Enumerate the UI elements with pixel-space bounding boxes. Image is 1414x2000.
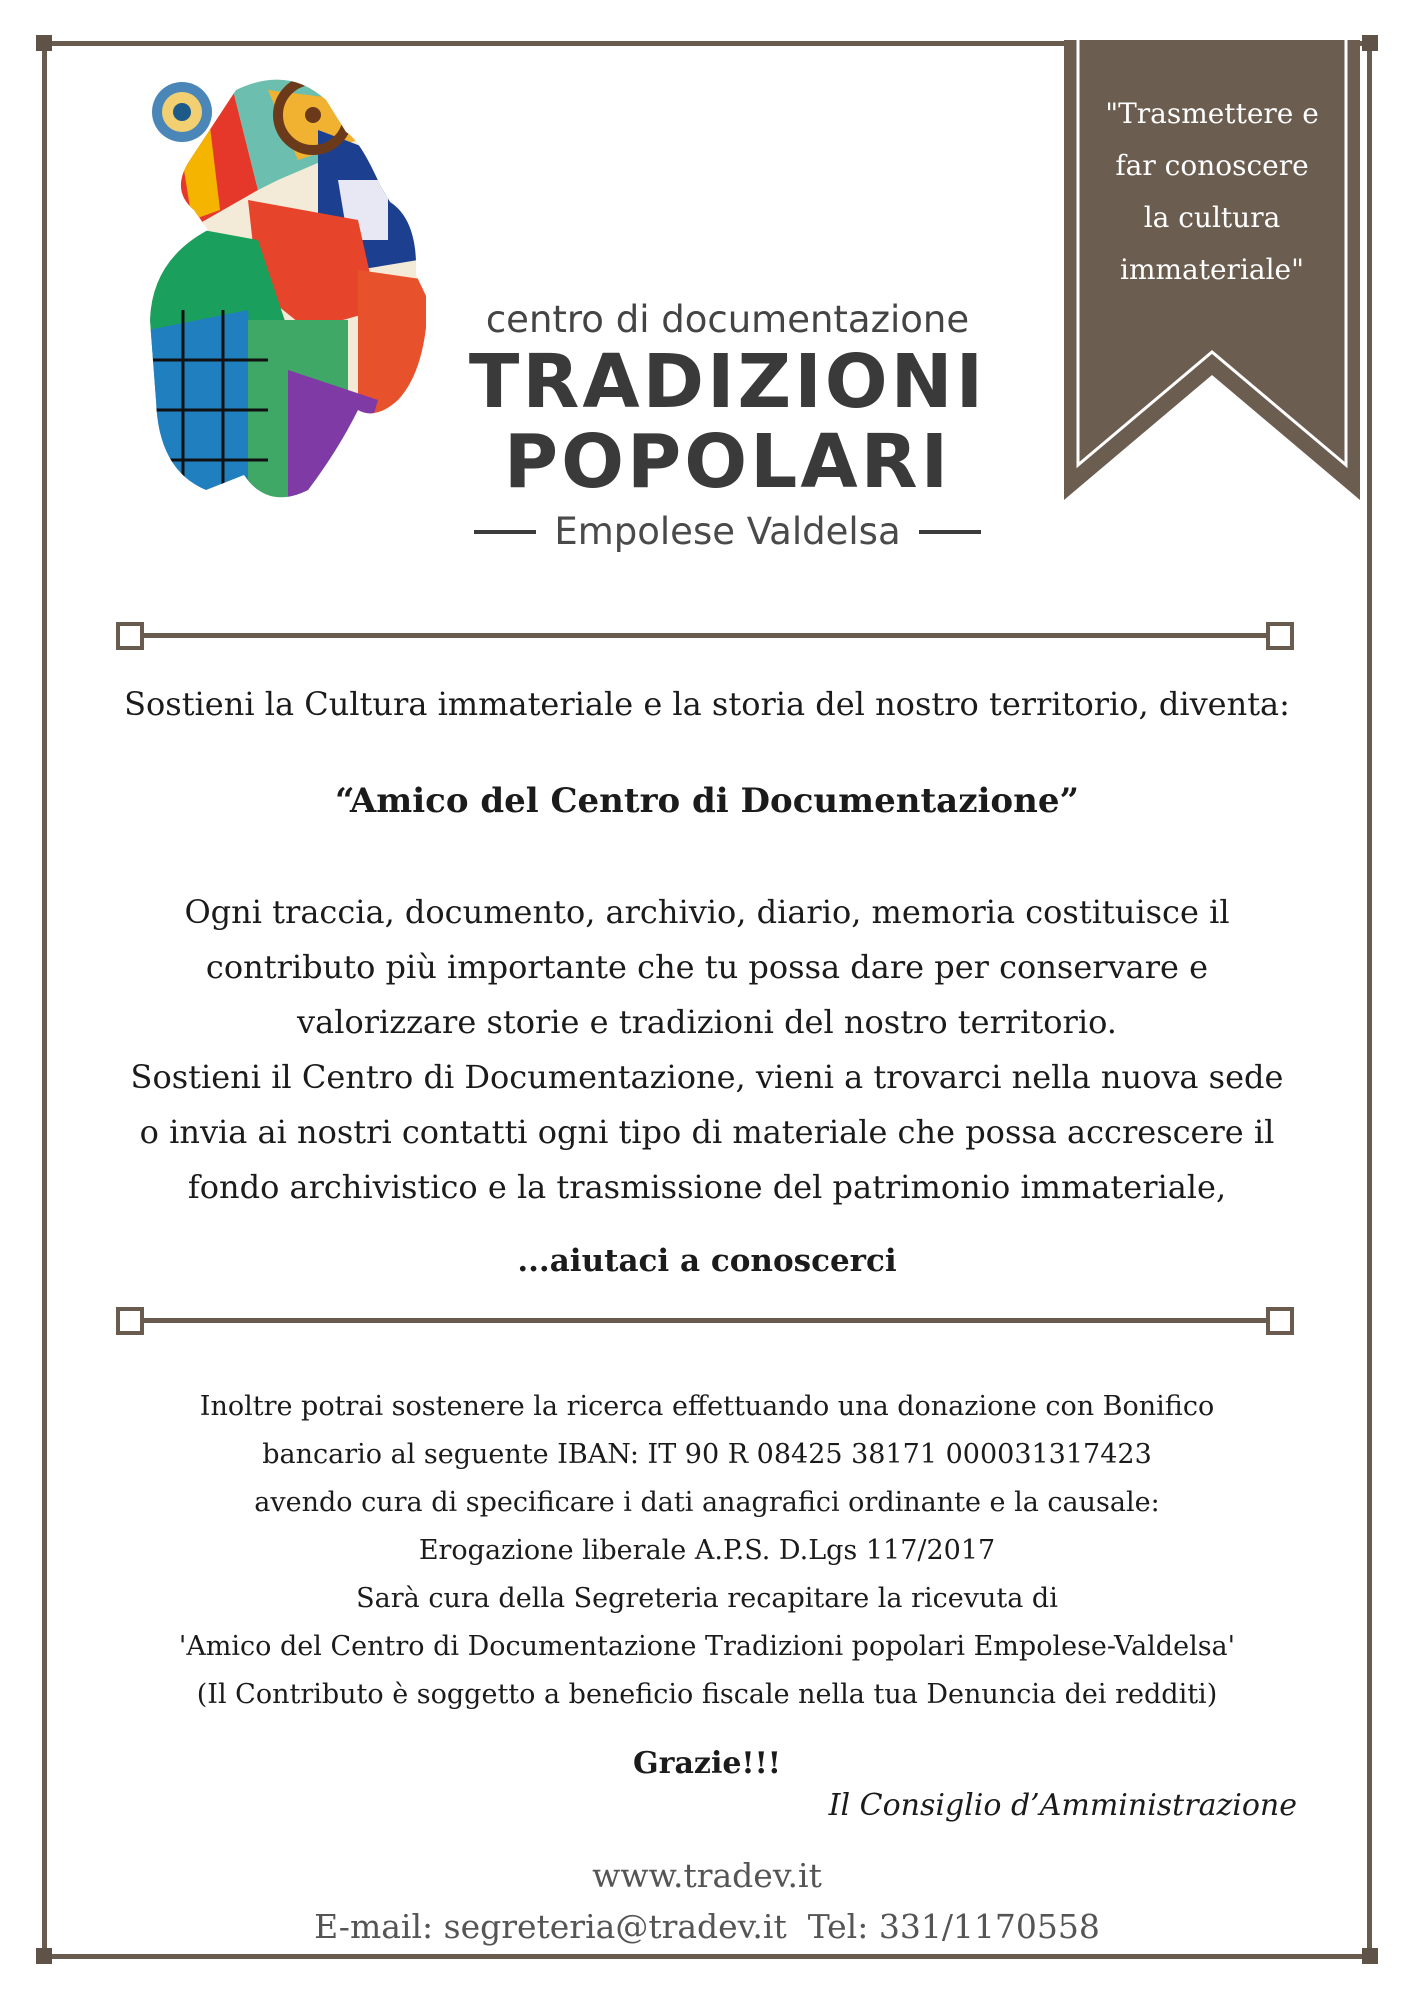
square-knob-icon bbox=[116, 622, 144, 650]
brand-region bbox=[455, 510, 1000, 553]
brand-region-label: Empolese Valdelsa bbox=[554, 510, 901, 553]
square-knob-icon bbox=[116, 1307, 144, 1335]
paragraph-line: Sostieni il Centro di Documentazione, vieni a trovarci nella nuova sede bbox=[130, 1058, 1284, 1096]
paragraph-line: fondo archivistico e la trasmissione del patrimonio immateriale, bbox=[187, 1168, 1227, 1206]
paragraph-line: valorizzare storie e tradizioni del nostro territorio. bbox=[297, 1003, 1117, 1041]
frame-right bbox=[1367, 41, 1372, 1959]
frame-corner-top-right bbox=[1362, 35, 1378, 51]
square-knob-icon bbox=[1266, 622, 1294, 650]
thanks-text: Grazie!!! bbox=[633, 1746, 781, 1781]
main-paragraph bbox=[110, 885, 1304, 1215]
brand-title-line2: POPOLARI bbox=[503, 419, 952, 505]
donation-line: (Il Contributo è soggetto a beneficio fiscale nella tua Denuncia dei redditi) bbox=[196, 1679, 1218, 1710]
ribbon-quote bbox=[1075, 88, 1349, 296]
call-to-action: ...aiutaci a conoscerci bbox=[517, 1243, 897, 1279]
square-knob-icon bbox=[1266, 1307, 1294, 1335]
website-link[interactable]: www.tradev.it bbox=[592, 1856, 822, 1895]
donation-line: avendo cura di specificare i dati anagrafici ordinante e la causale: bbox=[254, 1487, 1160, 1518]
donation-line: Erogazione liberale A.P.S. D.Lgs 117/2017 bbox=[418, 1535, 996, 1566]
donation-line: Inoltre potrai sostenere la ricerca effettuando una donazione con Bonifico bbox=[199, 1391, 1215, 1422]
signature: Il Consiglio d’Amministrazione bbox=[828, 1788, 1297, 1823]
frame-corner-top-left bbox=[36, 35, 52, 51]
brand-subtitle: centro di documentazione bbox=[485, 298, 970, 341]
ribbon-line: la cultura bbox=[1143, 201, 1281, 234]
brand-dash-right bbox=[919, 530, 981, 534]
frame-bottom bbox=[42, 1954, 1372, 1959]
divider-bar bbox=[129, 1318, 1281, 1323]
divider-middle bbox=[116, 1307, 1294, 1333]
ribbon-line: "Trasmettere e bbox=[1105, 97, 1319, 130]
intro-text: Sostieni la Cultura immateriale e la storia del nostro territorio, diventa: bbox=[124, 685, 1290, 723]
brand-block bbox=[455, 298, 1000, 553]
donation-info bbox=[110, 1383, 1304, 1719]
paragraph-line: contributo più importante che tu possa dare per conservare e bbox=[205, 948, 1209, 986]
mosaic-vase-logo-icon bbox=[148, 70, 426, 500]
donation-line: 'Amico del Centro di Documentazione Tradizioni popolari Empolese-Valdelsa' bbox=[178, 1631, 1236, 1662]
brand-title-line1: TRADIZIONI bbox=[468, 339, 987, 425]
headline: “Amico del Centro di Documentazione” bbox=[334, 781, 1080, 821]
frame-corner-bottom-left bbox=[36, 1948, 52, 1964]
frame-left bbox=[42, 41, 47, 1959]
divider-bar bbox=[129, 633, 1281, 638]
ribbon-line: far conoscere bbox=[1115, 149, 1309, 182]
brand-dash-left bbox=[474, 530, 536, 534]
frame-corner-bottom-right bbox=[1362, 1948, 1378, 1964]
paragraph-line: Ogni traccia, documento, archivio, diario, memoria costituisce il bbox=[184, 893, 1230, 931]
donation-line: Sarà cura della Segreteria recapitare la ricevuta di bbox=[356, 1583, 1058, 1614]
contact-info[interactable]: E-mail: segreteria@tradev.it Tel: 331/1170558 bbox=[314, 1907, 1100, 1946]
donation-iban-line: bancario al seguente IBAN: IT 90 R 08425 38171 000031317423 bbox=[262, 1439, 1152, 1470]
divider-top bbox=[116, 622, 1294, 648]
paragraph-line: o invia ai nostri contatti ogni tipo di materiale che possa accrescere il bbox=[139, 1113, 1275, 1151]
ribbon-line: immateriale" bbox=[1119, 253, 1304, 286]
